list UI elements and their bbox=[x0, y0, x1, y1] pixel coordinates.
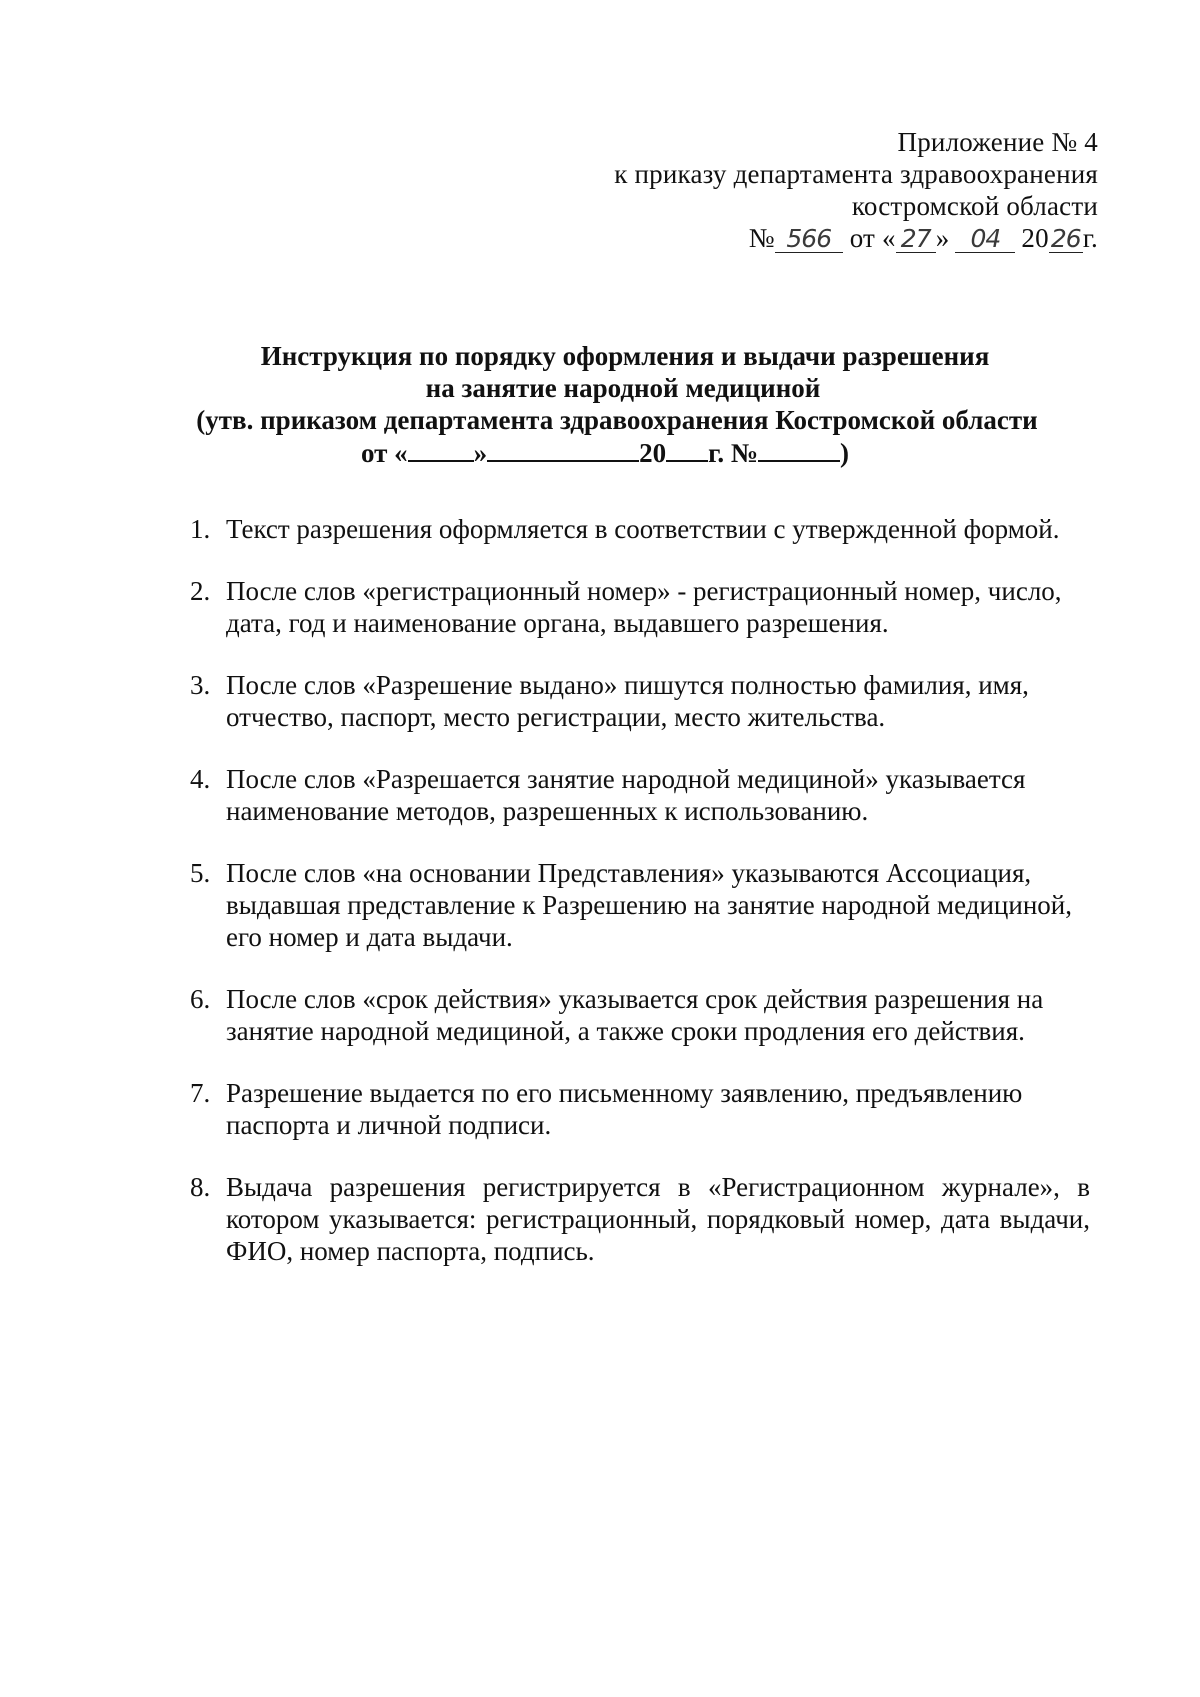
list-item bbox=[190, 1077, 1090, 1141]
instruction-list bbox=[190, 513, 1090, 1297]
blank-day bbox=[408, 436, 474, 462]
list-item bbox=[190, 763, 1090, 827]
handwritten-day: 27 bbox=[900, 224, 931, 253]
handwritten-month: 04 bbox=[970, 224, 1001, 253]
item-text: Разрешение выдается по его письменному заявлению, предъявлению паспорта и личной подписи. bbox=[226, 1078, 1023, 1140]
appendix-order-ref: к приказу департамента здравоохранения bbox=[614, 159, 1098, 189]
item-number: 7. bbox=[190, 1078, 211, 1108]
year-suffix: г. bbox=[1082, 223, 1098, 253]
list-item bbox=[190, 857, 1090, 953]
number-sign: № bbox=[748, 223, 775, 253]
handwritten-year: 26 bbox=[1050, 224, 1081, 253]
item-number: 8. bbox=[190, 1172, 211, 1202]
title-date-from: от « bbox=[360, 438, 408, 468]
handwritten-order-number: 566 bbox=[786, 224, 832, 253]
blank-month bbox=[487, 436, 639, 462]
appendix-region: костромской области bbox=[851, 191, 1098, 221]
item-number: 1. bbox=[190, 514, 211, 544]
title-line-3: (утв. приказом департамента здравоохранения Костромской области bbox=[196, 405, 1038, 435]
list-item bbox=[190, 575, 1090, 639]
blank-number bbox=[758, 436, 840, 462]
title-close-paren: ) bbox=[840, 438, 850, 468]
item-text: После слов «Разрешение выдано» пишутся полностью фамилия, имя, отчество, паспорт, место регистрации, место жительства. bbox=[226, 670, 1029, 732]
item-number: 6. bbox=[190, 984, 211, 1014]
order-number-date bbox=[614, 222, 1098, 254]
title-date-line bbox=[0, 436, 1200, 469]
item-number: 3. bbox=[190, 670, 211, 700]
order-year-field bbox=[1049, 225, 1083, 253]
item-text: Текст разрешения оформляется в соответствии с утвержденной формой. bbox=[226, 514, 1060, 544]
date-prefix: от « bbox=[849, 223, 896, 253]
list-item bbox=[190, 513, 1090, 545]
order-day-field bbox=[896, 225, 936, 253]
title-year-prefix: 20 bbox=[639, 438, 667, 468]
item-text: После слов «срок действия» указывается срок действия разрешения на занятие народной медициной, а также сроки продления его действия. bbox=[226, 984, 1044, 1046]
item-number: 5. bbox=[190, 858, 211, 888]
item-text: После слов «Разрешается занятие народной медициной» указывается наименование методов, разрешенных к использованию. bbox=[226, 764, 1026, 826]
item-text: Выдача разрешения регистрируется в «Регистрационном журнале», в котором указывается: регистрационный, порядковый номер, дата выдачи, ФИО, номер паспорта, подпись. bbox=[226, 1172, 1090, 1266]
item-number: 4. bbox=[190, 764, 211, 794]
item-text: После слов «регистрационный номер» - регистрационный номер, число, дата, год и наименование органа, выдавшего разрешения. bbox=[226, 576, 1062, 638]
appendix-header bbox=[614, 126, 1098, 254]
item-text: После слов «на основании Представления» указываются Ассоциация, выдавшая представление к Разрешению на занятие народной медициной, его номер и дата выдачи. bbox=[226, 858, 1072, 952]
title-line-1: Инструкция по порядку оформления и выдачи разрешения bbox=[260, 341, 990, 371]
list-item bbox=[190, 669, 1090, 733]
appendix-title: Приложение № 4 bbox=[897, 127, 1098, 157]
document-title bbox=[0, 340, 1200, 469]
order-number-field bbox=[775, 225, 843, 253]
order-month-field bbox=[955, 225, 1015, 253]
blank-year bbox=[666, 436, 708, 462]
title-date-close: » bbox=[473, 438, 488, 468]
list-item bbox=[190, 983, 1090, 1047]
date-quote-close: » bbox=[935, 223, 950, 253]
list-item bbox=[190, 1171, 1090, 1267]
year-prefix: 20 bbox=[1021, 223, 1049, 253]
title-line-2: на занятие народной медициной bbox=[425, 373, 821, 403]
item-number: 2. bbox=[190, 576, 211, 606]
title-year-end: г. № bbox=[708, 438, 759, 468]
